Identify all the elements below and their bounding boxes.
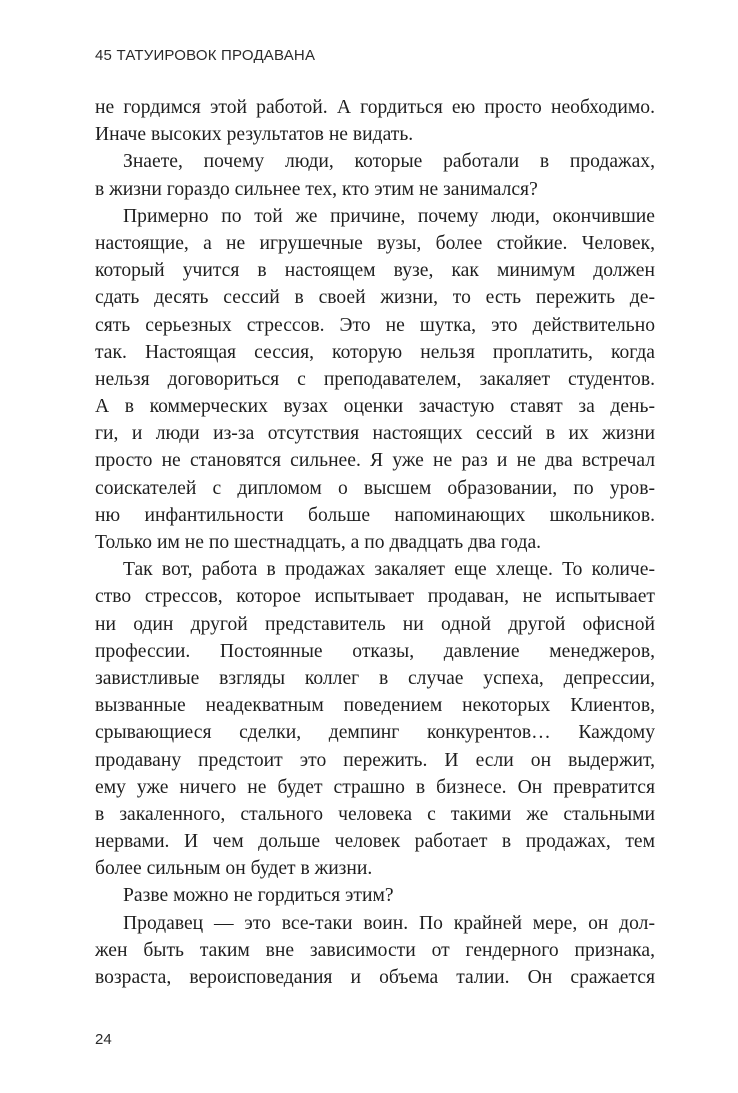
text-line: возраста, вероисповедания и объема талии. Он сражается <box>95 967 655 988</box>
running-head: 45 ТАТУИРОВОК ПРОДАВАНА <box>95 47 316 64</box>
text-line: жен быть таким вне зависимости от гендерного признака, <box>95 939 655 961</box>
text-line: ство стрессов, которое испытывает продаван, не испытывает <box>95 586 655 608</box>
text-line: просто не становятся сильнее. Я уже не раз и не два встречал <box>95 450 655 472</box>
text-line: не гордимся этой работой. А гордиться ею просто необходимо. <box>95 97 655 118</box>
text-line: так. Настоящая сессия, которую нельзя проплатить, когда <box>95 341 655 363</box>
text-line: ню инфантильности больше напоминающих школьников. <box>95 504 655 526</box>
text-line: более сильным он будет в жизни. <box>95 858 373 880</box>
text-line: нельзя договориться с преподавателем, закаляет студентов. <box>95 368 655 390</box>
text-line: Продавец — это все-таки воин. По крайней мере, он дол- <box>123 912 655 934</box>
text-line: в закаленного, стального человека с такими же стальными <box>95 803 655 825</box>
text-line: в жизни гораздо сильнее тех, кто этим не занимался? <box>95 178 538 200</box>
text-line: сдать десять сессий в своей жизни, то есть пережить де- <box>95 287 655 309</box>
text-line: А в коммерческих вузах оценки зачастую ставят за день- <box>95 396 655 418</box>
text-line: ги, и люди из-за отсутствия настоящих сессий в их жизни <box>95 423 655 445</box>
text-line: ни один другой представитель ни одной другой офисной <box>95 613 655 635</box>
text-line: соискателей с дипломом о высшем образовании, по уров- <box>95 477 655 499</box>
text-line: сять серьезных стрессов. Это не шутка, это действительно <box>95 314 655 336</box>
text-line: завистливые взгляды коллег в случае успеха, депрессии, <box>95 667 655 689</box>
page-number: 24 <box>95 1031 112 1048</box>
text-line: который учится в настоящем вузе, как минимум должен <box>95 260 655 282</box>
text-line: профессии. Постоянные отказы, давление менеджеров, <box>95 640 655 662</box>
text-line: настоящие, а не игрушечные вузы, более стойкие. Человек, <box>95 232 655 254</box>
text-line: Только им не по шестнадцать, а по двадцать два года. <box>95 532 542 553</box>
text-line: ему уже ничего не будет страшно в бизнесе. Он превратится <box>95 776 655 798</box>
text-line: вызванные неадекватным поведением некоторых Клиентов, <box>95 695 655 717</box>
text-line: Примерно по той же причине, почему люди, окончившие <box>123 205 655 227</box>
text-line: Знаете, почему люди, которые работали в продажах, <box>123 151 655 173</box>
text-line: срывающиеся сделки, демпинг конкурентов… Каждому <box>95 722 655 744</box>
text-line: Разве можно не гордиться этим? <box>123 885 394 907</box>
text-line: Иначе высоких результатов не видать. <box>95 124 414 146</box>
text-line: Так вот, работа в продажах закаляет еще хлеще. То количе- <box>123 559 655 581</box>
text-line: нервами. И чем дольше человек работает в продажах, тем <box>95 831 655 853</box>
body-text <box>95 94 655 991</box>
text-line: продавану предстоит это пережить. И если он выдержит, <box>95 749 655 771</box>
